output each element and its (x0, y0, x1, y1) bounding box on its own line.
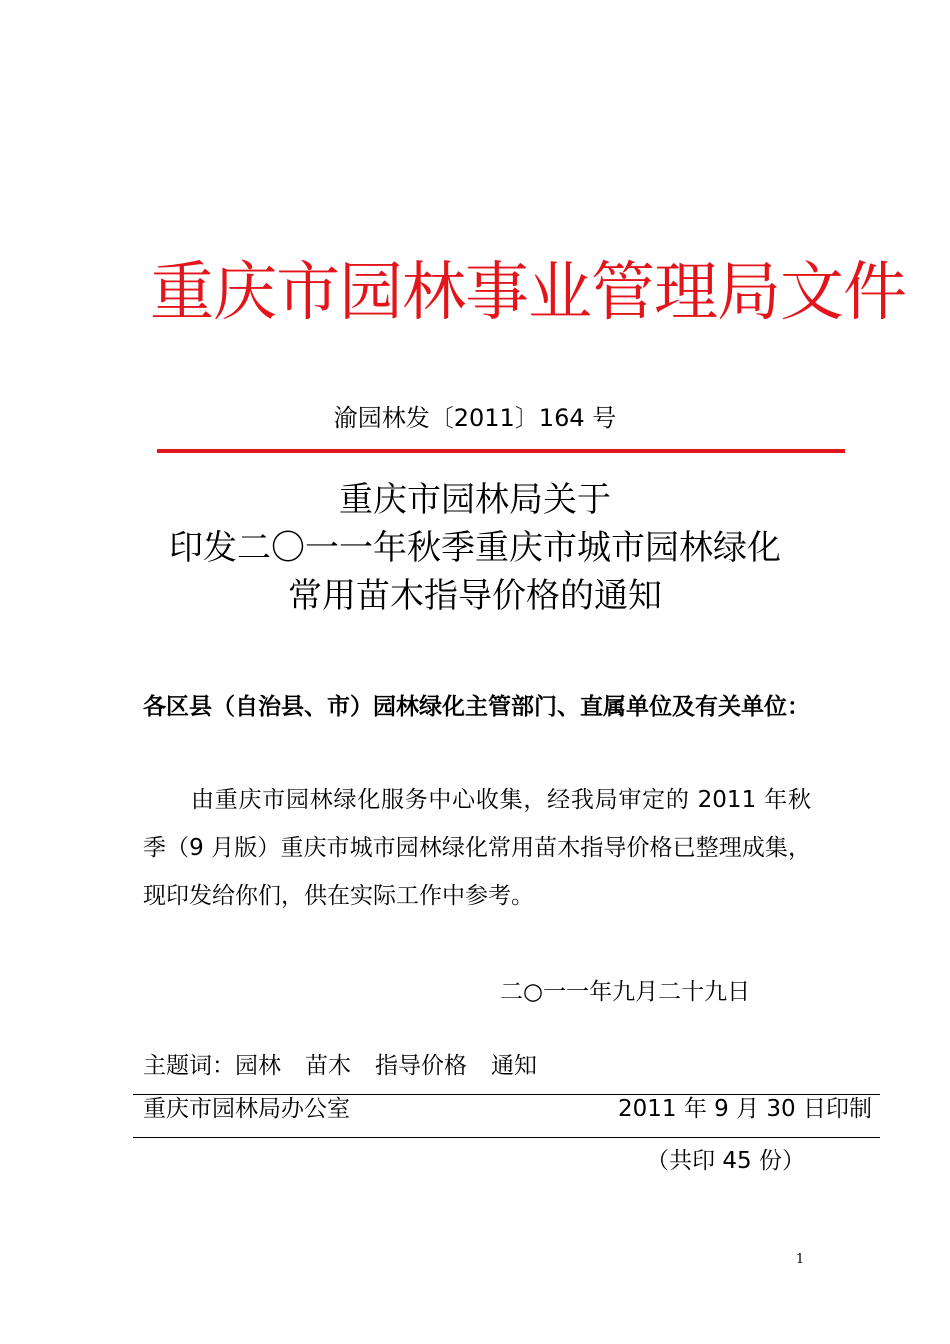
keyword-item: 指导价格 (375, 1053, 467, 1079)
issuing-office: 重庆市园林局办公室 (143, 1096, 350, 1122)
print-date: 2011 年 9 月 30 日印制 (618, 1096, 872, 1122)
notice-title-line-2: 印发二〇一一年秋季重庆市城市园林绿化 (169, 528, 781, 568)
red-divider-line (157, 449, 845, 453)
keyword-item: 通知 (491, 1053, 537, 1079)
notice-title-line-1: 重庆市园林局关于 (339, 480, 611, 520)
keywords-line (143, 1046, 743, 1086)
print-copies: （共印 45 份） (646, 1148, 805, 1174)
notice-title-line-3: 常用苗木指导价格的通知 (288, 576, 662, 616)
keyword-item: 园林 (235, 1053, 281, 1079)
footer-rule-bottom (133, 1137, 880, 1138)
document-header-title: 重庆市园林事业管理局文件 (150, 256, 906, 330)
keywords-label: 主题词： (143, 1053, 235, 1079)
keyword-item: 苗木 (305, 1053, 351, 1079)
addressee: 各区县（自治县、市）园林绿化主管部门、直属单位及有关单位： (143, 694, 810, 720)
body-paragraph: 由重庆市园林绿化服务中心收集，经我局审定的 2011 年秋季（9 月版）重庆市城市园林绿化常用苗木指导价格已整理成集，现印发给你们，供在实际工作中参考。 (143, 787, 811, 909)
document-number: 渝园林发〔2011〕164 号 (333, 404, 617, 432)
issue-date: 二○一一年九月二十九日 (500, 979, 751, 1005)
page-number: 1 (795, 1252, 805, 1267)
